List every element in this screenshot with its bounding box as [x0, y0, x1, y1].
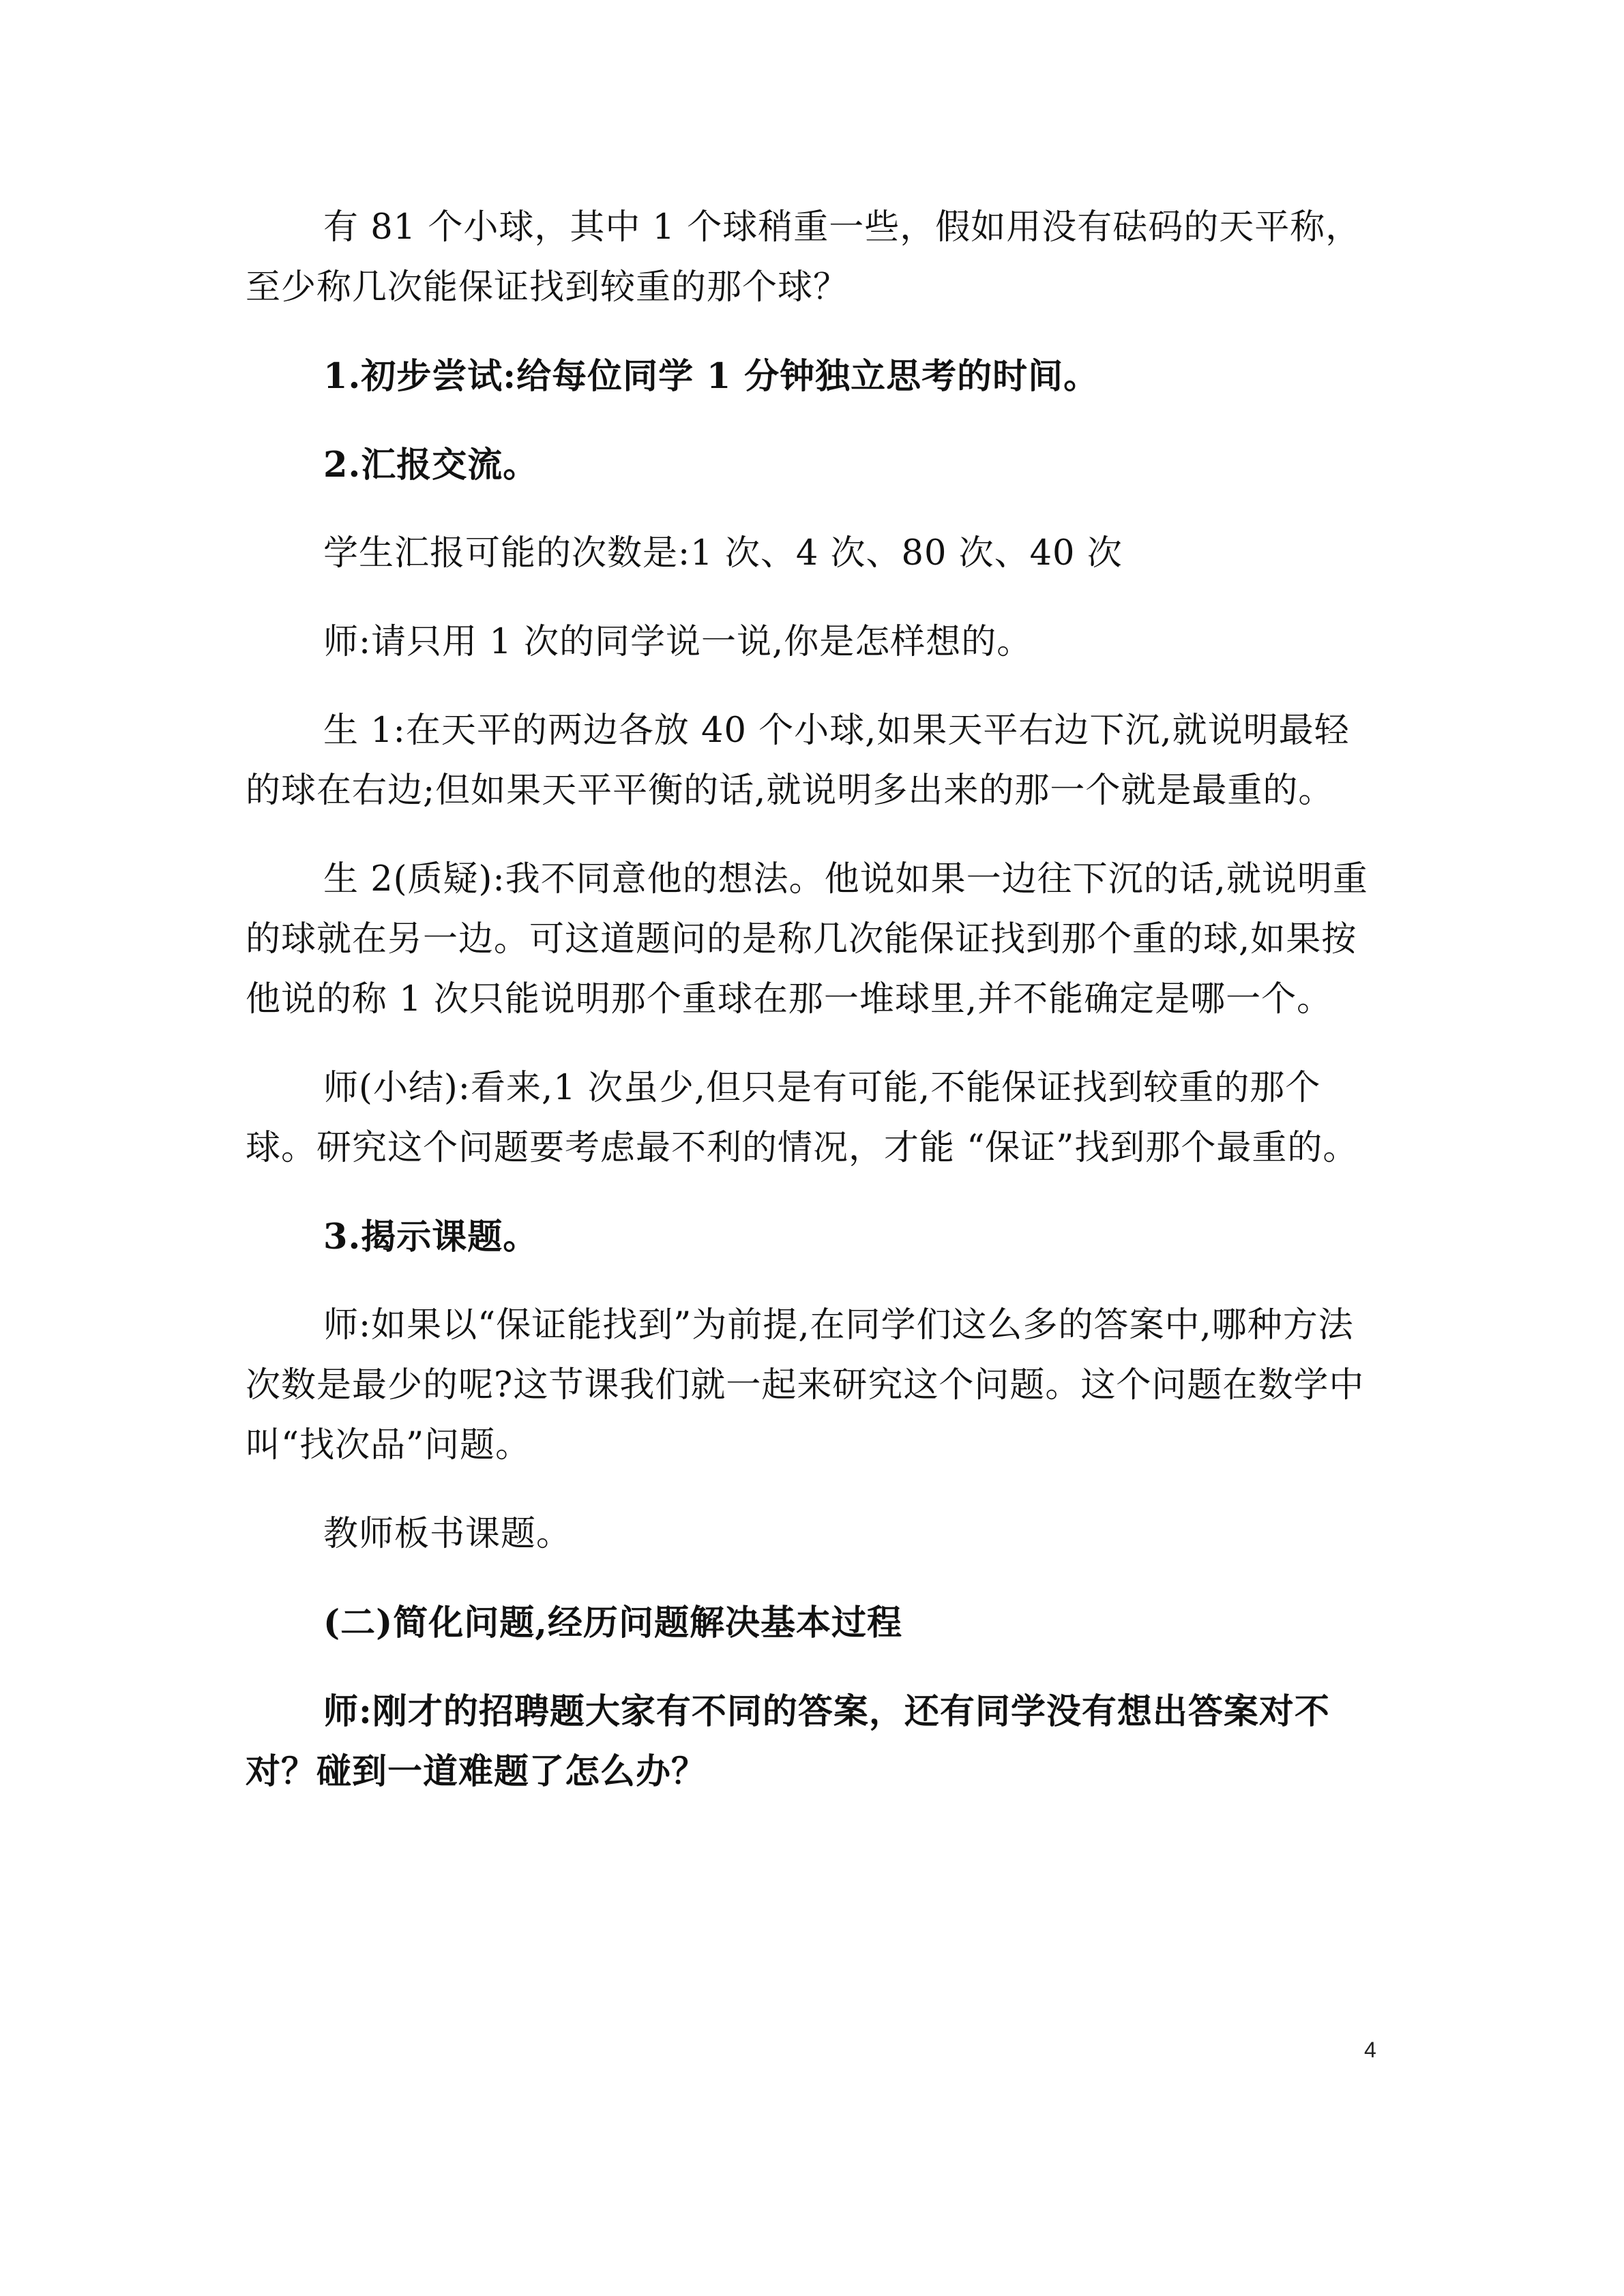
paragraph-step-3: 3.揭示课题。 — [323, 1217, 539, 1257]
paragraph-student-report: 学生汇报可能的次数是:1 次、4 次、80 次、40 次 — [323, 533, 1123, 573]
paragraph-step-2: 2.汇报交流。 — [323, 445, 539, 486]
paragraph-student-2: 生 2(质疑):我不同意他的想法。他说如果一边往下沉的话,就说明重的球就在另一边。可这道题问的是称几次能保证找到那个重的球,如果按他说的称 1 次只能说明那个重球在那一堆球里,并不能确定是哪一个。 — [246, 859, 1368, 1019]
paragraph-board-title: 教师板书课题。 — [323, 1514, 572, 1554]
paragraph-problem: 有 81 个小球，其中 1 个球稍重一些，假如用没有砝码的天平称，至少称几次能保证找到较重的那个球？ — [246, 207, 1361, 308]
paragraph-teacher-prompt: 师:刚才的招聘题大家有不同的答案，还有同学没有想出答案对不对？碰到一道难题了怎么办？ — [246, 1691, 1330, 1792]
paragraph-student-1: 生 1:在天平的两边各放 40 个小球,如果天平右边下沉,就说明最轻的球在右边;但如果天平平衡的话,就说明多出来的那一个就是最重的。 — [246, 711, 1350, 811]
document-body — [246, 198, 1381, 1830]
page-number: 4 — [1364, 2038, 1376, 2062]
paragraph-teacher-summary: 师(小结):看来,1 次虽少,但只是有可能,不能保证找到较重的那个球。研究这个问题要考虑最不利的情况，才能 “保证”找到那个最重的。 — [246, 1068, 1359, 1168]
paragraph-step-1: 1.初步尝试:给每位同学 1 分钟独立思考的时间。 — [323, 356, 1099, 397]
section-heading: (二)简化问题,经历问题解决基本过程 — [323, 1602, 903, 1643]
paragraph-teacher-topic: 师:如果以“保证能找到”为前提,在同学们这么多的答案中,哪种方法次数是最少的呢?这节课我们就一起来研究这个问题。这个问题在数学中叫“找次品”问题。 — [246, 1305, 1365, 1465]
paragraph-teacher-question: 师:请只用 1 次的同学说一说,你是怎样想的。 — [323, 622, 1033, 662]
